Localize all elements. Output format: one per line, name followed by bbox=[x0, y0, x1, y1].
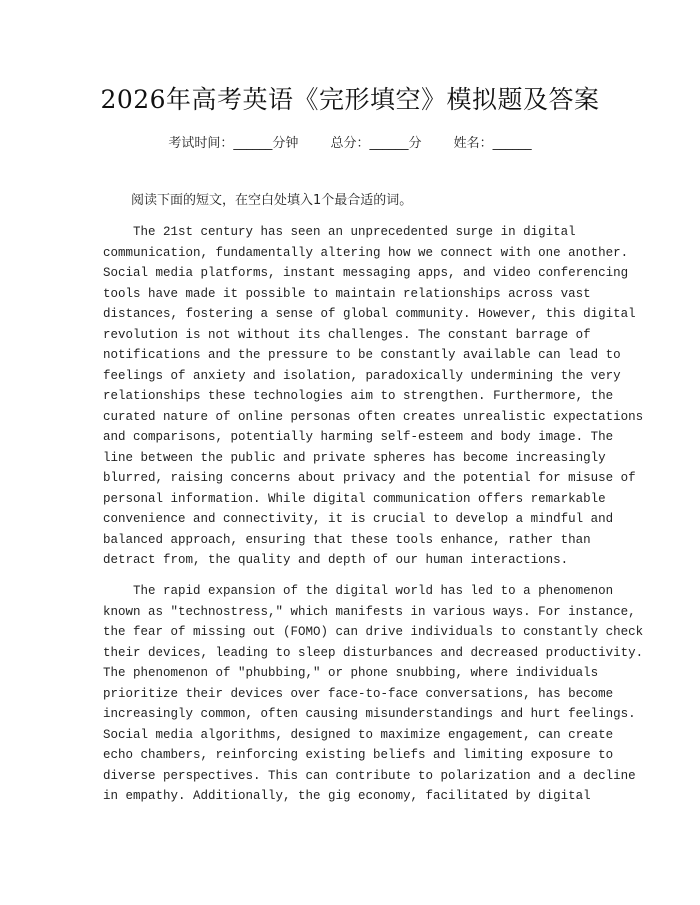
paragraph-line: detract from, the quality and depth of our human interactions. bbox=[103, 553, 569, 567]
paragraph-line: distances, fostering a sense of global community. However, this digital bbox=[103, 307, 636, 321]
paragraph-line: personal information. While digital communication offers remarkable bbox=[103, 491, 606, 506]
paragraph-line: Social media algorithms, designed to maximize engagement, can create bbox=[103, 727, 614, 742]
paragraph-line: the fear of missing out (FOMO) can drive individuals to constantly check bbox=[103, 625, 644, 639]
instruction-text: 阅读下面的短文，在空白处填入1个最合适的词。 bbox=[131, 193, 413, 208]
paragraph-line: curated nature of online personas often creates unrealistic expectations bbox=[103, 409, 644, 424]
paragraph-line: in empathy. Additionally, the gig economy, facilitated by digital bbox=[103, 789, 591, 803]
paragraph-line: The phenomenon of "phubbing," or phone snubbing, where individuals bbox=[103, 666, 599, 680]
passage-paragraph-1 bbox=[103, 222, 644, 571]
paragraph-line: feelings of anxiety and isolation, paradoxically undermining the very bbox=[103, 368, 621, 383]
student-name-label: 姓名：______ bbox=[453, 136, 532, 151]
paragraph-line: The rapid expansion of the digital world has led to a phenomenon bbox=[103, 584, 614, 598]
paragraph-line: their devices, leading to sleep disturbances and decreased productivity. bbox=[103, 645, 644, 660]
exam-time-label: 考试时间：______分钟 bbox=[168, 136, 299, 151]
paragraph-line: The 21st century has seen an unprecedented surge in digital bbox=[103, 225, 576, 239]
paragraph-line: notifications and the pressure to be constantly available can lead to bbox=[103, 348, 621, 362]
paragraph-line: tools have made it possible to maintain relationships across vast bbox=[103, 286, 591, 301]
paragraph-line: Social media platforms, instant messaging apps, and video conferencing bbox=[103, 266, 629, 280]
paragraph-line: balanced approach, ensuring that these tools enhance, rather than bbox=[103, 532, 591, 547]
paragraph-line: relationships these technologies aim to strengthen. Furthermore, the bbox=[103, 389, 614, 403]
paragraph-line: blurred, raising concerns about privacy and the potential for misuse of bbox=[103, 471, 636, 485]
paragraph-line: echo chambers, reinforcing existing beliefs and limiting exposure to bbox=[103, 748, 614, 762]
paragraph-line: prioritize their devices over face-to-face conversations, has become bbox=[103, 686, 614, 701]
passage-paragraph-2 bbox=[103, 581, 644, 807]
paragraph-line: diverse perspectives. This can contribute to polarization and a decline bbox=[103, 768, 636, 783]
paragraph-line: increasingly common, often causing misunderstandings and hurt feelings. bbox=[103, 707, 636, 721]
document-title: 2026年高考英语《完形填空》模拟题及答案 bbox=[100, 85, 600, 114]
paragraph-line: revolution is not without its challenges. The constant barrage of bbox=[103, 327, 591, 342]
paragraph-line: convenience and connectivity, it is crucial to develop a mindful and bbox=[103, 512, 614, 526]
paragraph-line: known as "technostress," which manifests in various ways. For instance, bbox=[103, 604, 636, 619]
total-score-label: 总分：______分 bbox=[330, 136, 422, 151]
paragraph-line: communication, fundamentally altering how we connect with one another. bbox=[103, 245, 629, 260]
exam-meta bbox=[0, 132, 700, 151]
paragraph-line: line between the public and private spheres has become increasingly bbox=[103, 450, 606, 465]
paragraph-line: and comparisons, potentially harming self-esteem and body image. The bbox=[103, 430, 614, 444]
